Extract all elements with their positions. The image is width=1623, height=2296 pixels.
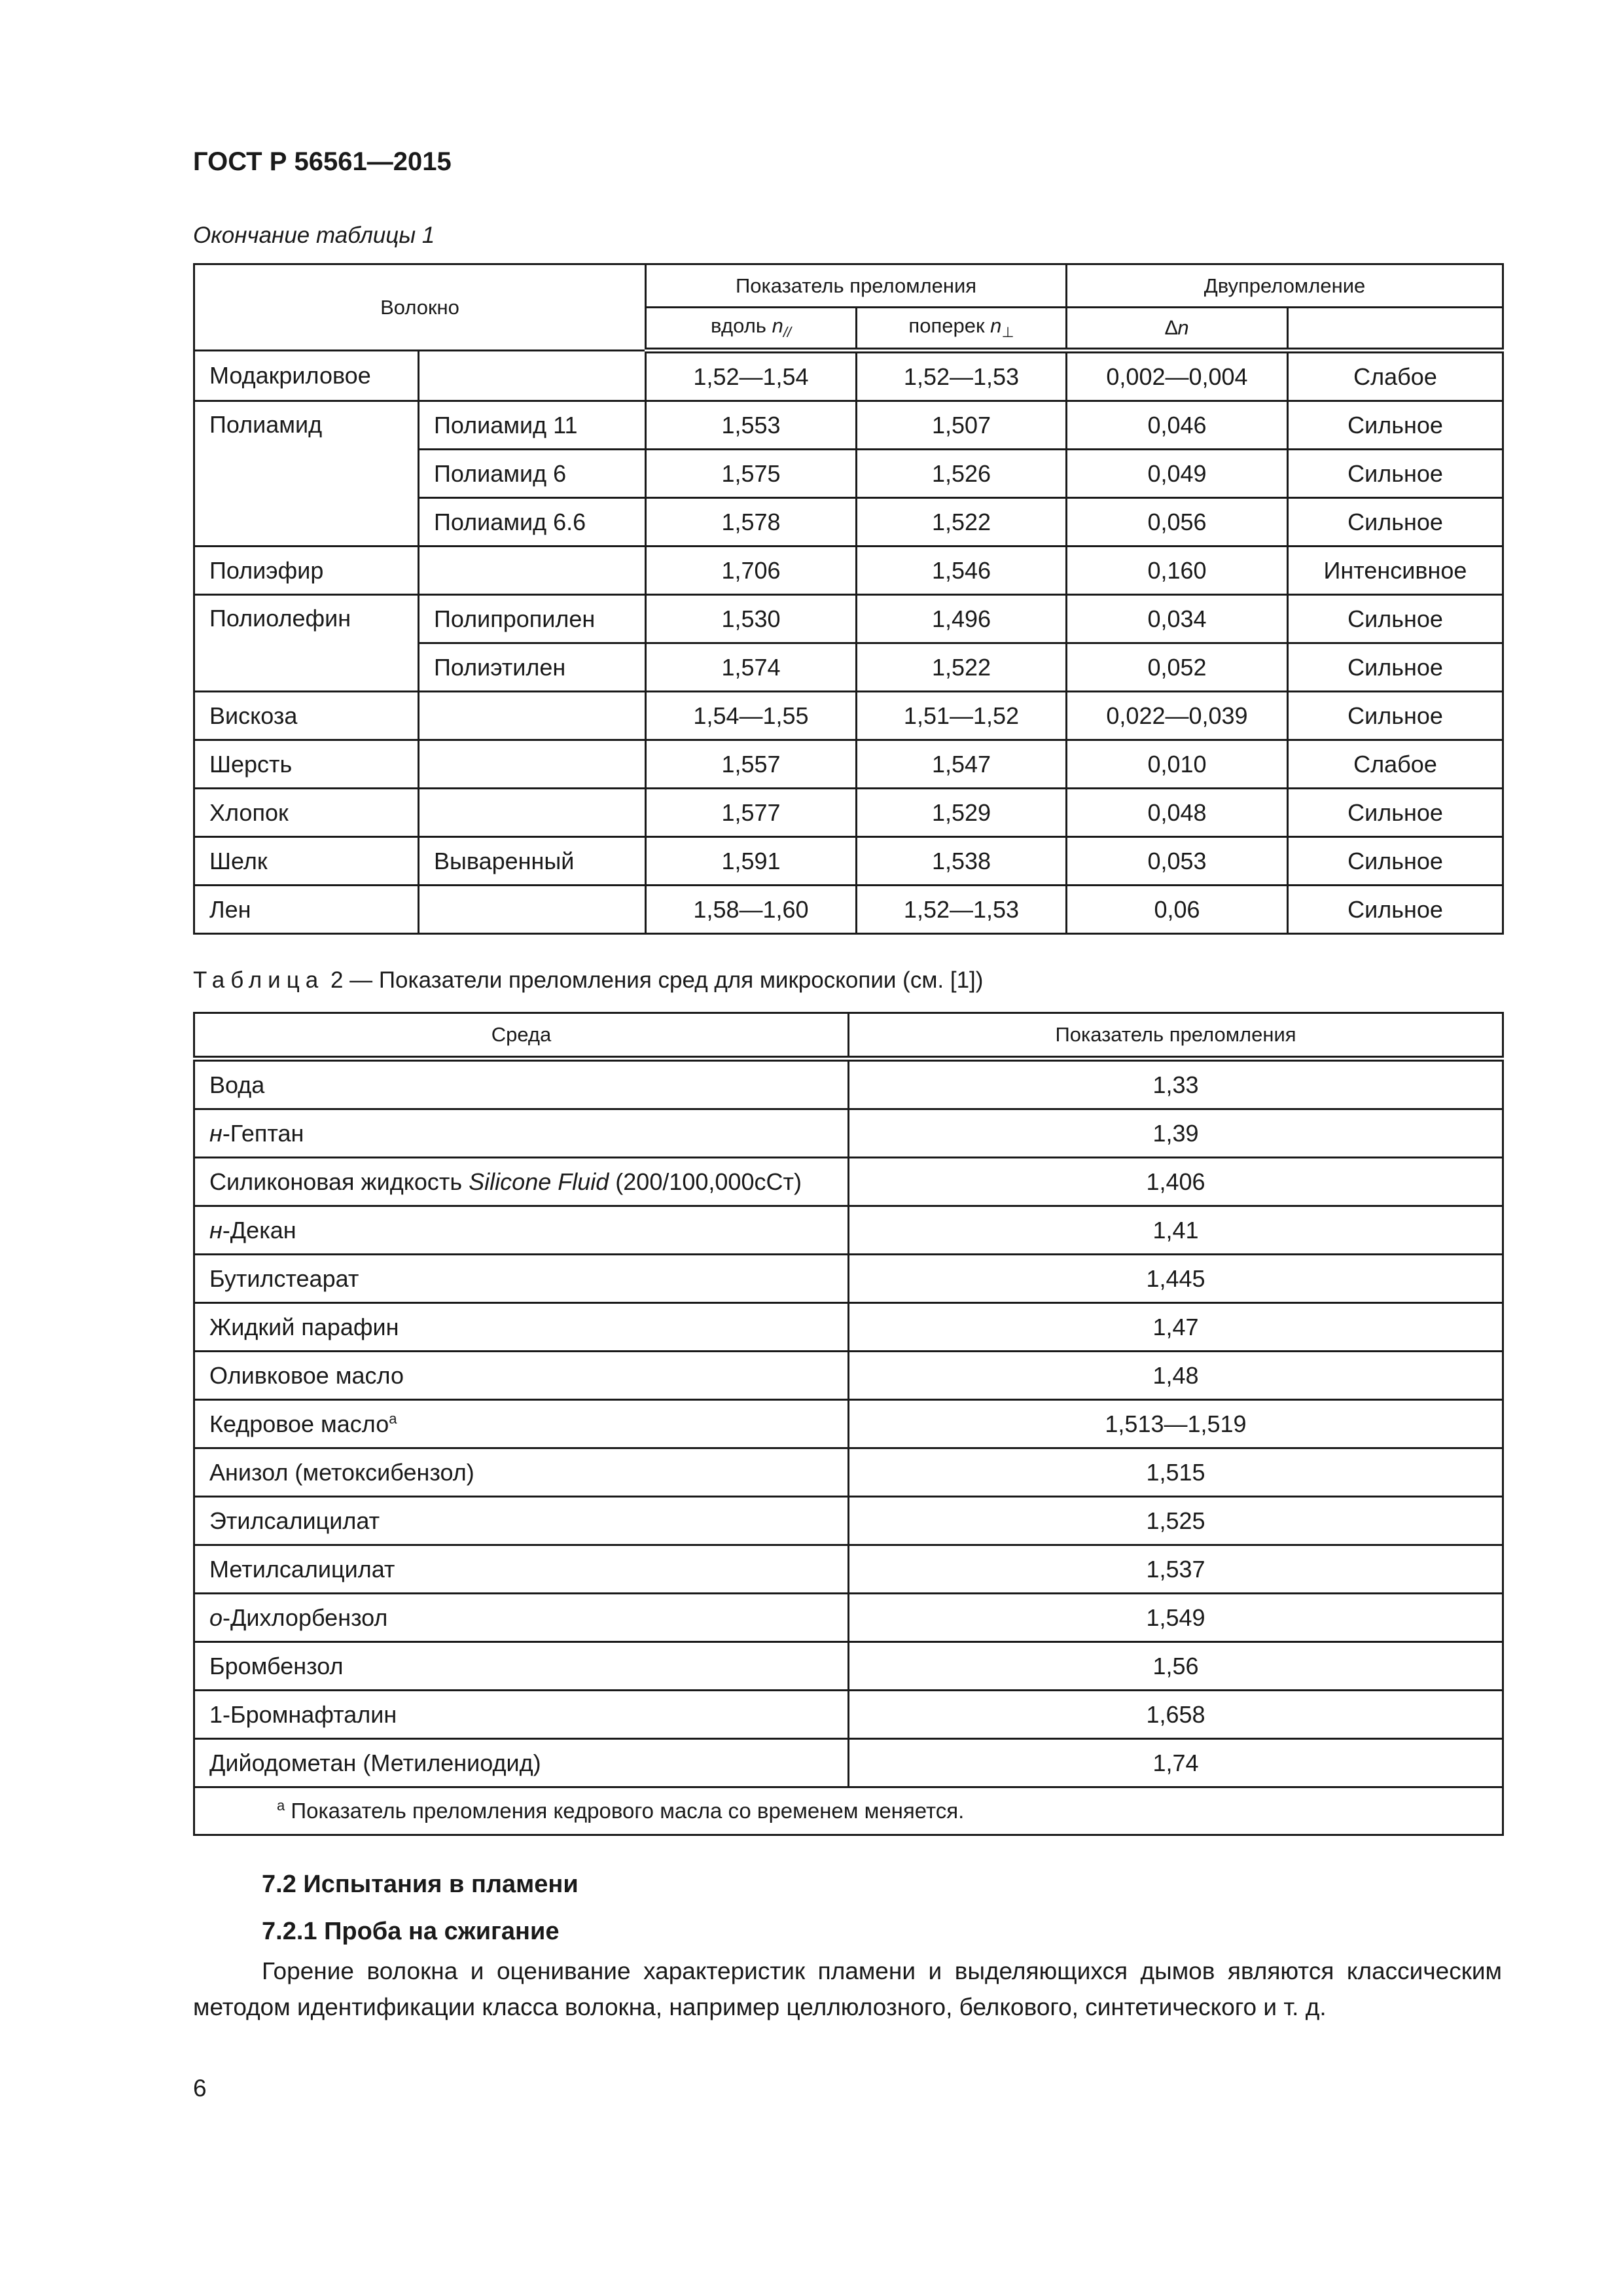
- table-row: Вискоза 1,54—1,55 1,51—1,52 0,022—0,039 Сильное: [194, 692, 1503, 740]
- header-index: Показатель преломления: [849, 1013, 1503, 1059]
- footnote-mark: a: [389, 1410, 397, 1427]
- table-row: Вода 1,33: [194, 1059, 1503, 1109]
- table-row: Оливковое масло 1,48: [194, 1352, 1503, 1400]
- subsection-heading: 7.2.1 Проба на сжигание: [262, 1918, 560, 1945]
- table-row: н-Декан 1,41: [194, 1206, 1503, 1255]
- header-delta-n: ∆n: [1067, 308, 1288, 351]
- table-row: Модакриловое 1,52—1,54 1,52—1,53 0,002—0,004 Слабое: [194, 351, 1503, 401]
- table-row: о-Дихлорбензол 1,549: [194, 1594, 1503, 1642]
- table-row: Полиолефин Полипропилен 1,530 1,496 0,034 Сильное: [194, 595, 1503, 643]
- table-row: Этилсалицилат 1,525: [194, 1497, 1503, 1545]
- table-row: Хлопок 1,577 1,529 0,048 Сильное: [194, 789, 1503, 837]
- table-row: Кедровое масло$^a$ 1,513—1,519: [194, 1400, 1503, 1448]
- table-row: Жидкий парафин 1,47: [194, 1303, 1503, 1352]
- header-fiber: Волокно: [194, 264, 646, 351]
- header-refraction: Показатель преломления: [646, 264, 1067, 308]
- header-medium: Среда: [194, 1013, 849, 1059]
- header-blank: [1288, 308, 1503, 351]
- table-row: Шерсть 1,557 1,547 0,010 Слабое: [194, 740, 1503, 789]
- table-row: Полиэфир 1,706 1,546 0,160 Интенсивное: [194, 547, 1503, 595]
- table-row: Полиэтилен 1,574 1,522 0,052 Сильное: [194, 643, 1503, 692]
- table-row: 1-Бромнафталин 1,658: [194, 1691, 1503, 1739]
- table-row: Лен 1,58—1,60 1,52—1,53 0,06 Сильное: [194, 886, 1503, 934]
- header-birefringence: Двупреломление: [1067, 264, 1503, 308]
- table-row: Силиконовая жидкость Silicone Fluid (200/100,000cСт) 1,406: [194, 1158, 1503, 1206]
- table-row: Полиамид 6.6 1,578 1,522 0,056 Сильное: [194, 498, 1503, 547]
- table-row: Полиамид 6 1,575 1,526 0,049 Сильное: [194, 450, 1503, 498]
- section-heading: 7.2 Испытания в пламени: [262, 1871, 579, 1898]
- table1-refraction-fibers: [193, 263, 1504, 935]
- table2-caption: Таблица 2 — Показатели преломления сред для микроскопии (см. [1]): [193, 967, 984, 993]
- header-across: поперек $n_\perp$: [857, 308, 1067, 351]
- table-row: н-Гептан 1,39: [194, 1109, 1503, 1158]
- table-footnote: $^a$ Показатель преломления кедрового масла со временем меняется.: [194, 1787, 1503, 1835]
- table-row: Шелк Вываренный 1,591 1,538 0,053 Сильное: [194, 837, 1503, 886]
- table-row: Полиамид Полиамид 11 1,553 1,507 0,046 Сильное: [194, 401, 1503, 450]
- table-row: Бромбензол 1,56: [194, 1642, 1503, 1691]
- table-row: Дийодометан (Метилениодид) 1,74: [194, 1739, 1503, 1787]
- header-along: вдоль $n_{//}$: [646, 308, 857, 351]
- body-paragraph: Горение волокна и оценивание характеристик пламени и выделяющихся дымов являются классическим методом идентификации класса волокна, например целлюлозного, белкового, синтетического и т. д.: [193, 1958, 1502, 2020]
- table-row: Анизол (метоксибензол) 1,515: [194, 1448, 1503, 1497]
- table-row: Метилсалицилат 1,537: [194, 1545, 1503, 1594]
- table-row: Бутилстеарат 1,445: [194, 1255, 1503, 1303]
- document-code: ГОСТ Р 56561—2015: [193, 147, 452, 176]
- page-number: 6: [193, 2075, 207, 2102]
- table1-caption: Окончание таблицы 1: [193, 223, 435, 248]
- table2-refraction-media: [193, 1012, 1504, 1836]
